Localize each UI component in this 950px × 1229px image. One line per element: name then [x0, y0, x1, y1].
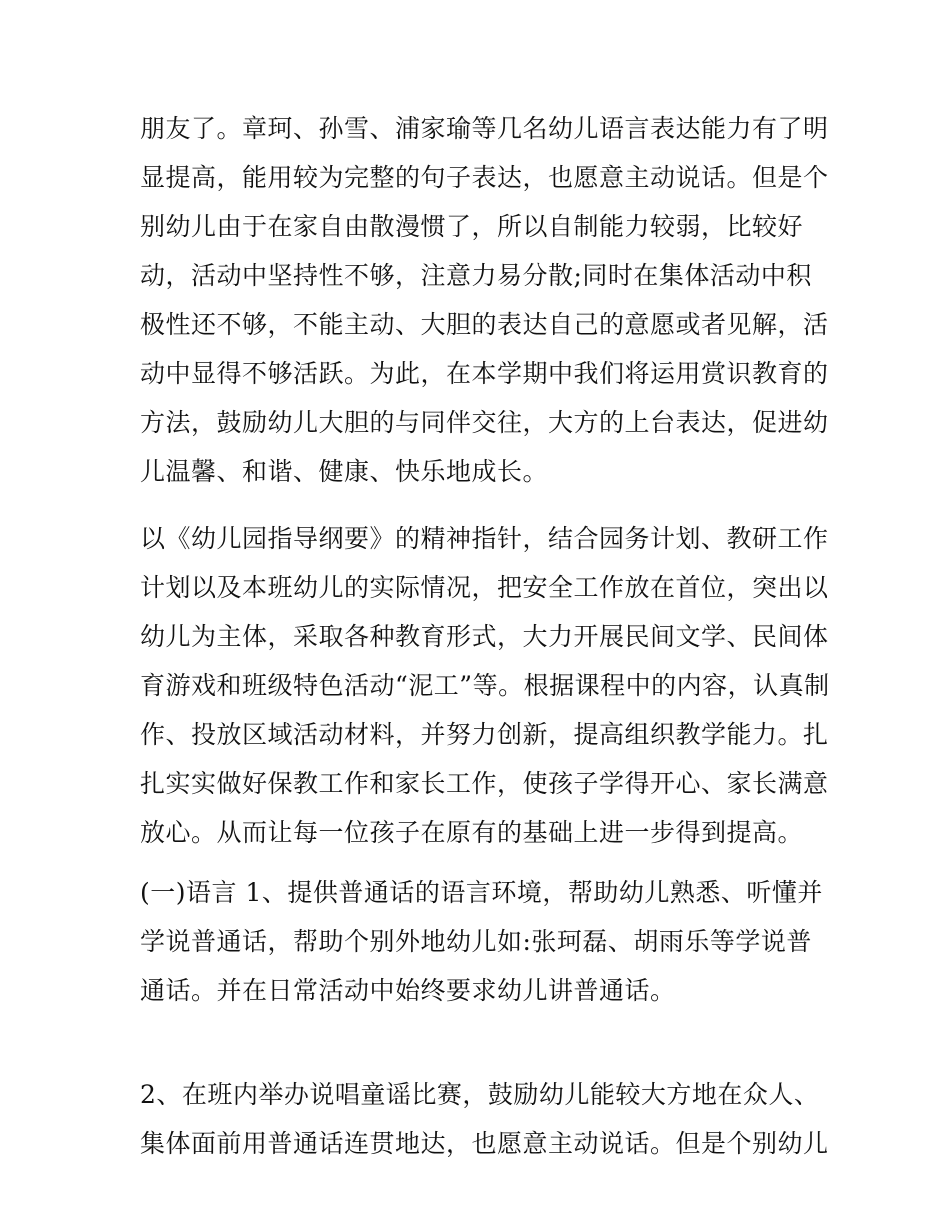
paragraph-guiding-principles	[140, 514, 830, 857]
text-line: 2、在班内举办说唱童谣比赛，鼓励幼儿能较大方地在众人、	[140, 1080, 820, 1109]
text-line: 放心。从而让每一位孩子在原有的基础上进一步得到提高。	[140, 818, 804, 847]
text-line: 计划以及本班幼儿的实际情况，把安全工作放在首位，突出以	[140, 573, 829, 602]
paragraph-language-section-2	[140, 1070, 829, 1168]
paragraph-child-development	[140, 104, 829, 496]
text-line: 通话。并在日常活动中始终要求幼儿讲普通话。	[140, 976, 676, 1005]
text-line: 儿温馨、和谐、健康、快乐地成长。	[140, 457, 549, 486]
paragraph-language-section-1	[140, 868, 823, 1015]
text-line: 别幼儿由于在家自由散漫惯了，所以自制能力较弱，比较好	[140, 212, 804, 241]
text-line: 方法，鼓励幼儿大胆的与同伴交往，大方的上台表达，促进幼	[140, 408, 829, 437]
text-line: 集体面前用普通话连贯地达，也愿意主动说话。但是个别幼儿	[140, 1129, 829, 1158]
text-line: 学说普通话，帮助个别外地幼儿如:张珂磊、胡雨乐等学说普	[140, 927, 812, 956]
text-line: 扎实实做好保教工作和家长工作，使孩子学得开心、家长满意	[140, 769, 829, 798]
text-line: 动，活动中坚持性不够，注意力易分散;同时在集体活动中积	[140, 261, 812, 290]
text-line: 以《幼儿园指导纲要》的精神指针，结合园务计划、教研工作	[140, 524, 829, 553]
text-line: 朋友了。章珂、孙雪、浦家瑜等几名幼儿语言表达能力有了明	[140, 114, 829, 143]
text-line: 极性还不够，不能主动、大胆的表达自己的意愿或者见解，活	[140, 310, 829, 339]
text-line: (一)语言 1、提供普通话的语言环境，帮助幼儿熟悉、听懂并	[140, 878, 823, 907]
text-line: 显提高，能用较为完整的句子表达，也愿意主动说话。但是个	[140, 163, 829, 192]
text-line: 动中显得不够活跃。为此，在本学期中我们将运用赏识教育的	[140, 359, 829, 388]
text-line: 作、投放区域活动材料，并努力创新，提高组织教学能力。扎	[140, 720, 829, 749]
text-line: 幼儿为主体，采取各种教育形式，大力开展民间文学、民间体	[140, 622, 829, 651]
text-line: 育游戏和班级特色活动“泥工”等。根据课程中的内容，认真制	[140, 671, 830, 700]
